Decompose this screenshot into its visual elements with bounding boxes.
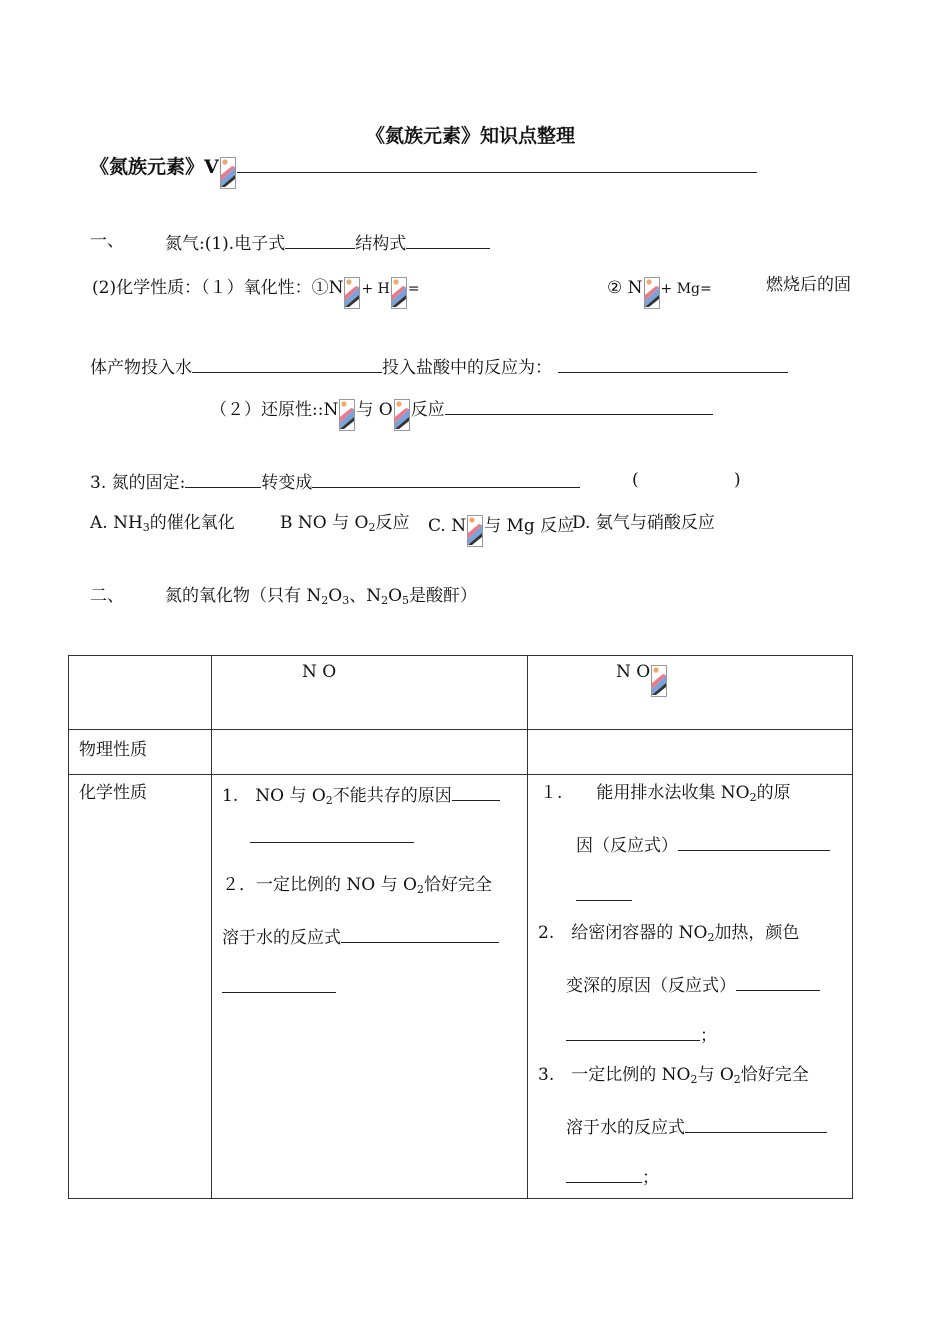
broken-image-icon — [394, 399, 410, 431]
row-label-chemical: 化学性质 — [79, 783, 147, 803]
item-text: 加热，颜色 — [714, 923, 800, 943]
item-text: 恰好完全 — [423, 875, 492, 895]
item-text: 与 O — [697, 1065, 734, 1085]
answer-paren-close: ) — [734, 470, 741, 490]
answer-blank[interactable] — [341, 927, 499, 943]
broken-image-icon — [344, 277, 360, 309]
no2-item-2-cont2 — [566, 1025, 717, 1045]
combustion-text: 燃烧后的固 — [766, 275, 851, 295]
subscript: 3 — [142, 521, 150, 534]
item-text: 恰好完全 — [740, 1065, 809, 1085]
subscript: 5 — [402, 594, 410, 607]
option-b-text: B NO 与 O — [280, 513, 369, 533]
answer-blank[interactable] — [445, 399, 713, 415]
electron-formula-label: 氮气:(1).电子式 — [165, 234, 286, 254]
header-line — [90, 157, 757, 189]
heading-part: O — [328, 586, 343, 606]
table-cell-no2-chem[interactable] — [528, 775, 853, 1199]
answer-blank[interactable] — [222, 977, 336, 993]
option-c[interactable] — [428, 515, 574, 547]
no2-item-1-cont2 — [576, 885, 632, 905]
answer-blank[interactable] — [558, 357, 788, 373]
no-item-1-cont — [250, 827, 414, 847]
subscript: 2 — [416, 883, 424, 896]
table-cell[interactable] — [528, 730, 853, 775]
nitrogen-line-1 — [165, 233, 490, 253]
heading-part: O — [388, 586, 403, 606]
no-header-text: N O — [302, 662, 337, 682]
item-text: １. 能用排水法收集 NO — [540, 783, 750, 803]
nitrogen-line-3 — [90, 357, 788, 377]
item-text: 溶于水的反应式 — [566, 1118, 685, 1138]
answer-blank[interactable] — [685, 1117, 827, 1133]
semicolon: ； — [700, 1026, 717, 1046]
broken-image-icon — [651, 665, 667, 697]
table-cell — [69, 730, 212, 775]
section-2-heading — [165, 588, 477, 605]
reactant-h: + H — [361, 281, 390, 297]
item-text: 2. 给密闭容器的 NO — [538, 923, 708, 943]
option-a-text: A. NH — [90, 513, 143, 533]
option-a-rest: 的催化氧化 — [149, 513, 235, 533]
product-water-label: 体产物投入水 — [90, 358, 192, 378]
heading-part: 是酸酐） — [409, 586, 478, 606]
no2-item-3-cont — [566, 1117, 827, 1137]
section-number: 一、 — [90, 231, 124, 251]
no2-item-3 — [538, 1067, 809, 1084]
subscript: 2 — [381, 594, 389, 607]
broken-image-icon — [467, 515, 483, 547]
reaction-2-label: ② N — [607, 278, 643, 298]
table-cell[interactable] — [212, 730, 528, 775]
item-text: 因（反应式） — [576, 836, 678, 856]
subscript: 2 — [368, 521, 376, 534]
answer-blank[interactable] — [736, 975, 820, 991]
option-c-text: C. N — [428, 516, 467, 536]
answer-blank[interactable] — [576, 885, 632, 901]
no-item-2-cont2 — [222, 977, 336, 997]
no2-header-label: N O — [616, 662, 651, 682]
item-text: 3. 一定比例的 NO — [538, 1065, 691, 1085]
broken-image-icon — [339, 399, 355, 431]
no2-item-3-cont2 — [566, 1167, 659, 1187]
section-number: 二、 — [90, 586, 124, 606]
page-title: 《氮族元素》知识点整理 — [366, 125, 576, 147]
answer-blank[interactable] — [452, 785, 500, 801]
heading-part: 、N — [349, 586, 382, 606]
answer-blank[interactable] — [678, 835, 830, 851]
table-header-no2 — [528, 656, 853, 730]
no2-header-text — [616, 664, 668, 697]
table-cell — [69, 775, 212, 1199]
subscript: 3 — [342, 594, 350, 607]
subscript: 2 — [321, 594, 329, 607]
subscript: 2 — [325, 794, 333, 807]
no-item-1 — [222, 785, 500, 805]
option-b-rest: 反应 — [375, 513, 410, 533]
item-text: 的原 — [756, 783, 791, 803]
no-item-2 — [222, 877, 492, 894]
header-prefix: 《氮族元素》V — [90, 156, 219, 178]
answer-blank[interactable] — [566, 1167, 642, 1183]
with-oxygen-text: 与 O — [356, 400, 393, 420]
reduction-label: （２）还原性::N — [210, 400, 339, 420]
semicolon: ； — [642, 1168, 659, 1188]
answer-paren-open: ( — [632, 470, 639, 490]
nitrogen-fixation-label: 3. 氮的固定: — [90, 473, 186, 493]
no-item-2-cont — [222, 927, 499, 947]
equals-sign: = — [407, 281, 420, 297]
nitrogen-line-4 — [210, 399, 713, 431]
reactant-mg: + Mg= — [660, 281, 712, 297]
table-cell — [69, 656, 212, 730]
option-d[interactable]: D. 氨气与硝酸反应 — [572, 513, 715, 533]
item-text: ２．一定比例的 NO 与 O — [222, 875, 417, 895]
item-text: 1. NO 与 O — [222, 786, 326, 806]
answer-blank[interactable] — [237, 157, 757, 173]
broken-image-icon — [391, 277, 407, 309]
nitrogen-line-2 — [92, 277, 420, 309]
question-3 — [90, 472, 580, 492]
no2-item-1-cont — [576, 835, 830, 855]
converts-to-label: 转变成 — [261, 473, 313, 493]
no2-item-2-cont — [566, 975, 820, 995]
reaction-label: 反应 — [410, 400, 445, 420]
broken-image-icon — [220, 157, 236, 189]
nitrogen-mg-line — [607, 277, 712, 309]
broken-image-icon — [644, 277, 660, 309]
option-a[interactable] — [90, 515, 235, 532]
answer-blank[interactable] — [312, 472, 580, 488]
table-row — [69, 730, 853, 775]
oxidation-label: (2)化学性质：（１）氧化性：①N — [92, 278, 344, 298]
subscript: 2 — [749, 791, 757, 804]
answer-blank[interactable] — [185, 472, 261, 488]
answer-blank[interactable] — [566, 1025, 700, 1041]
option-b[interactable] — [280, 515, 409, 532]
no2-item-1 — [540, 785, 791, 802]
option-c-rest: 与 Mg 反应 — [484, 516, 575, 536]
heading-part: 氮的氧化物（只有 N — [165, 586, 322, 606]
item-text: 变深的原因（反应式） — [566, 976, 736, 996]
answer-blank[interactable] — [285, 233, 355, 249]
structure-formula-label: 结构式 — [355, 234, 407, 254]
answer-blank[interactable] — [192, 357, 382, 373]
subscript: 2 — [690, 1073, 698, 1086]
oxides-table — [68, 655, 853, 1199]
table-cell-no-chem[interactable] — [212, 775, 528, 1199]
answer-blank[interactable] — [406, 233, 490, 249]
answer-blank[interactable] — [250, 827, 414, 843]
table-row — [69, 656, 853, 730]
subscript: 2 — [733, 1073, 741, 1086]
table-row — [69, 775, 853, 1199]
subscript: 2 — [707, 931, 715, 944]
hcl-reaction-label: 投入盐酸中的反应为： — [382, 358, 552, 378]
item-text: 不能共存的原因 — [332, 786, 452, 806]
table-header-no — [212, 656, 528, 730]
row-label-physical: 物理性质 — [79, 740, 147, 760]
item-text: 溶于水的反应式 — [222, 928, 341, 948]
no2-item-2 — [538, 925, 799, 942]
